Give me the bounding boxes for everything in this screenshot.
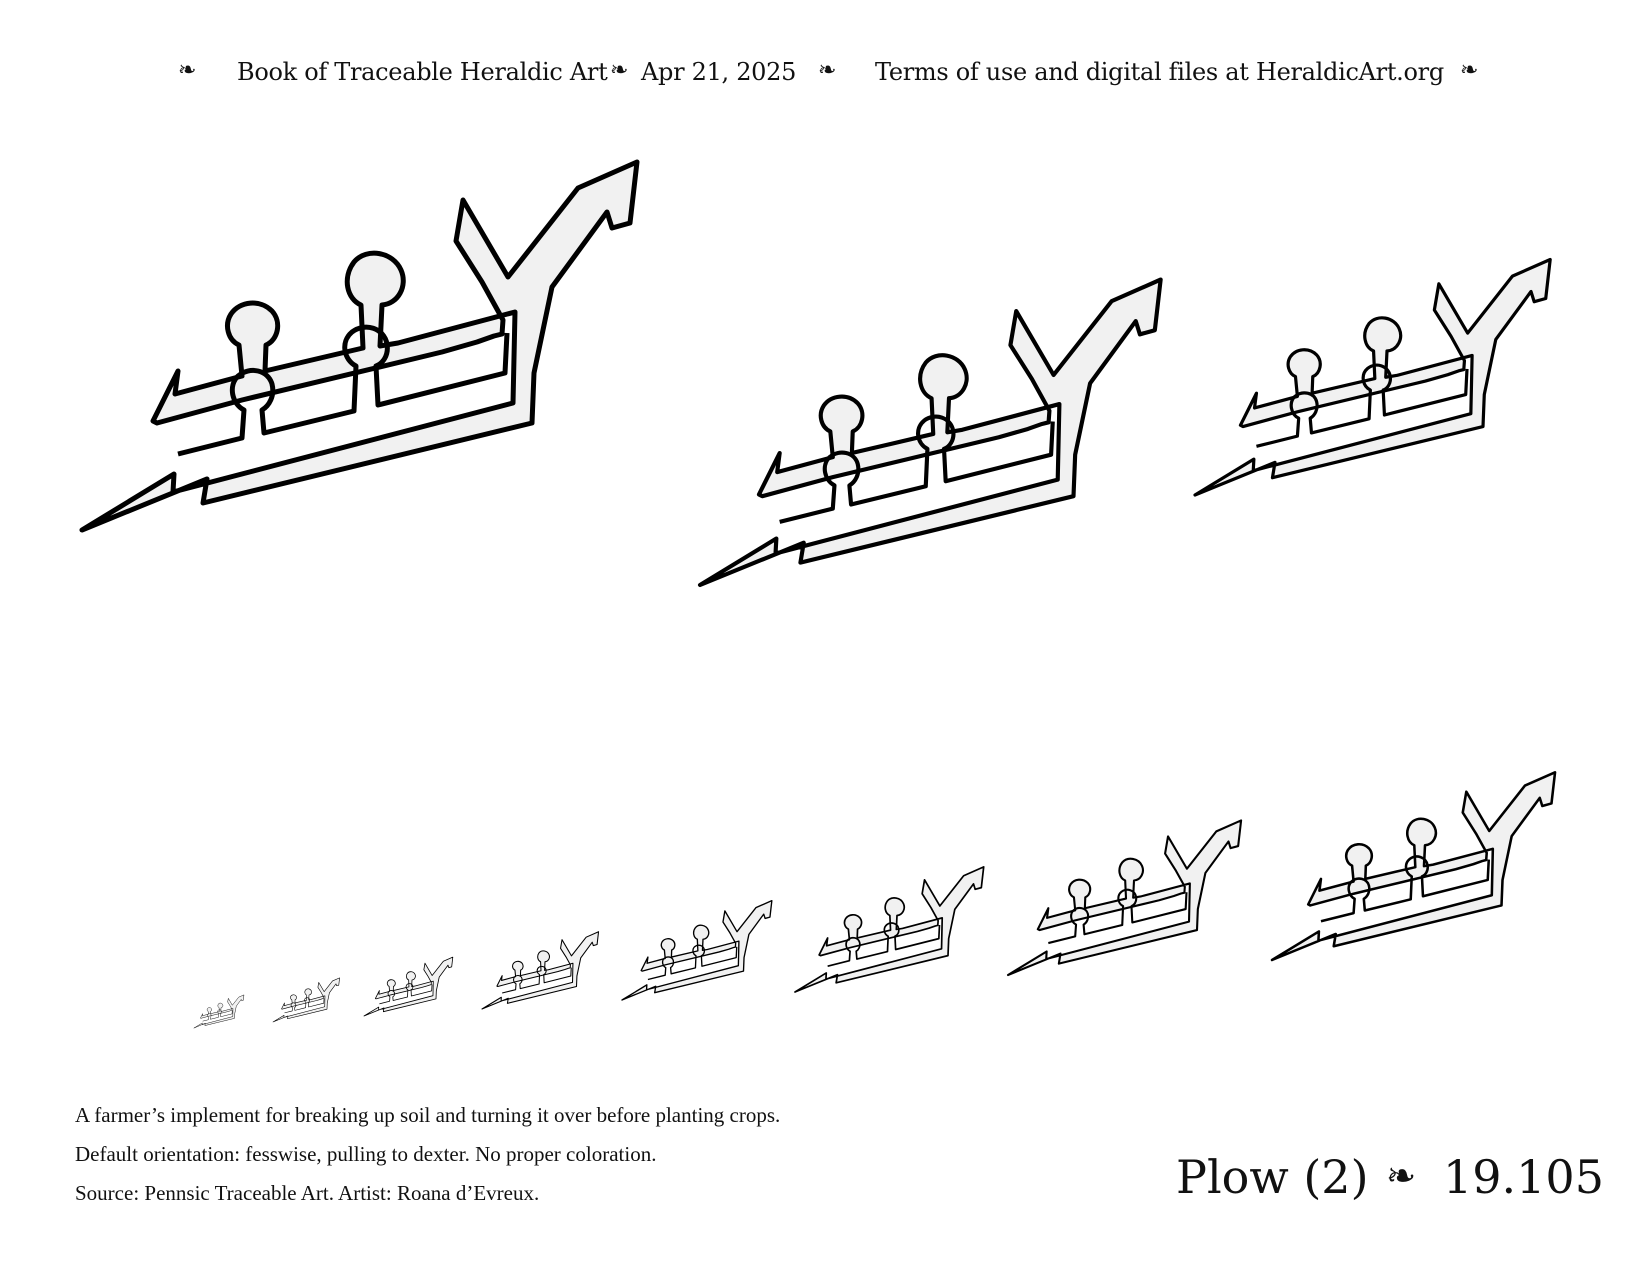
plate-number: 19.105 bbox=[1443, 1150, 1604, 1204]
header-ornament-icon: ❧ bbox=[610, 58, 629, 83]
plow-10 bbox=[273, 978, 340, 1022]
orientation-line: Default orientation: fesswise, pulling to dexter. No proper coloration. bbox=[75, 1142, 657, 1166]
header-ornament-icon: ❧ bbox=[178, 58, 197, 83]
header-ornament-icon: ❧ bbox=[1460, 58, 1479, 83]
plow-4 bbox=[1272, 772, 1555, 960]
plow-11 bbox=[194, 995, 244, 1028]
description-line: A farmer’s implement for breaking up soil and turning it over before planting crops. bbox=[75, 1103, 781, 1127]
terms-notice: Terms of use and digital files at HeraldicArt.org bbox=[875, 58, 1444, 86]
plow-6 bbox=[795, 867, 984, 992]
plow-2 bbox=[700, 280, 1161, 585]
book-title: Book of Traceable Heraldic Art bbox=[237, 58, 608, 86]
plow-8 bbox=[482, 932, 599, 1009]
plow-7 bbox=[622, 901, 772, 1000]
plow-9 bbox=[364, 957, 453, 1016]
plate-caption bbox=[1176, 1150, 1604, 1214]
plow-1 bbox=[82, 162, 637, 530]
plate-ornament-icon: ❧ bbox=[1386, 1156, 1417, 1197]
plow-5 bbox=[1008, 820, 1241, 975]
header-date: Apr 21, 2025 bbox=[641, 58, 797, 86]
header-ornament-icon: ❧ bbox=[818, 58, 837, 83]
plate-name: Plow (2) bbox=[1176, 1150, 1369, 1204]
source-line: Source: Pennsic Traceable Art. Artist: Roana d’Evreux. bbox=[75, 1181, 540, 1205]
description-block bbox=[75, 1096, 780, 1213]
plow-3 bbox=[1195, 259, 1550, 495]
